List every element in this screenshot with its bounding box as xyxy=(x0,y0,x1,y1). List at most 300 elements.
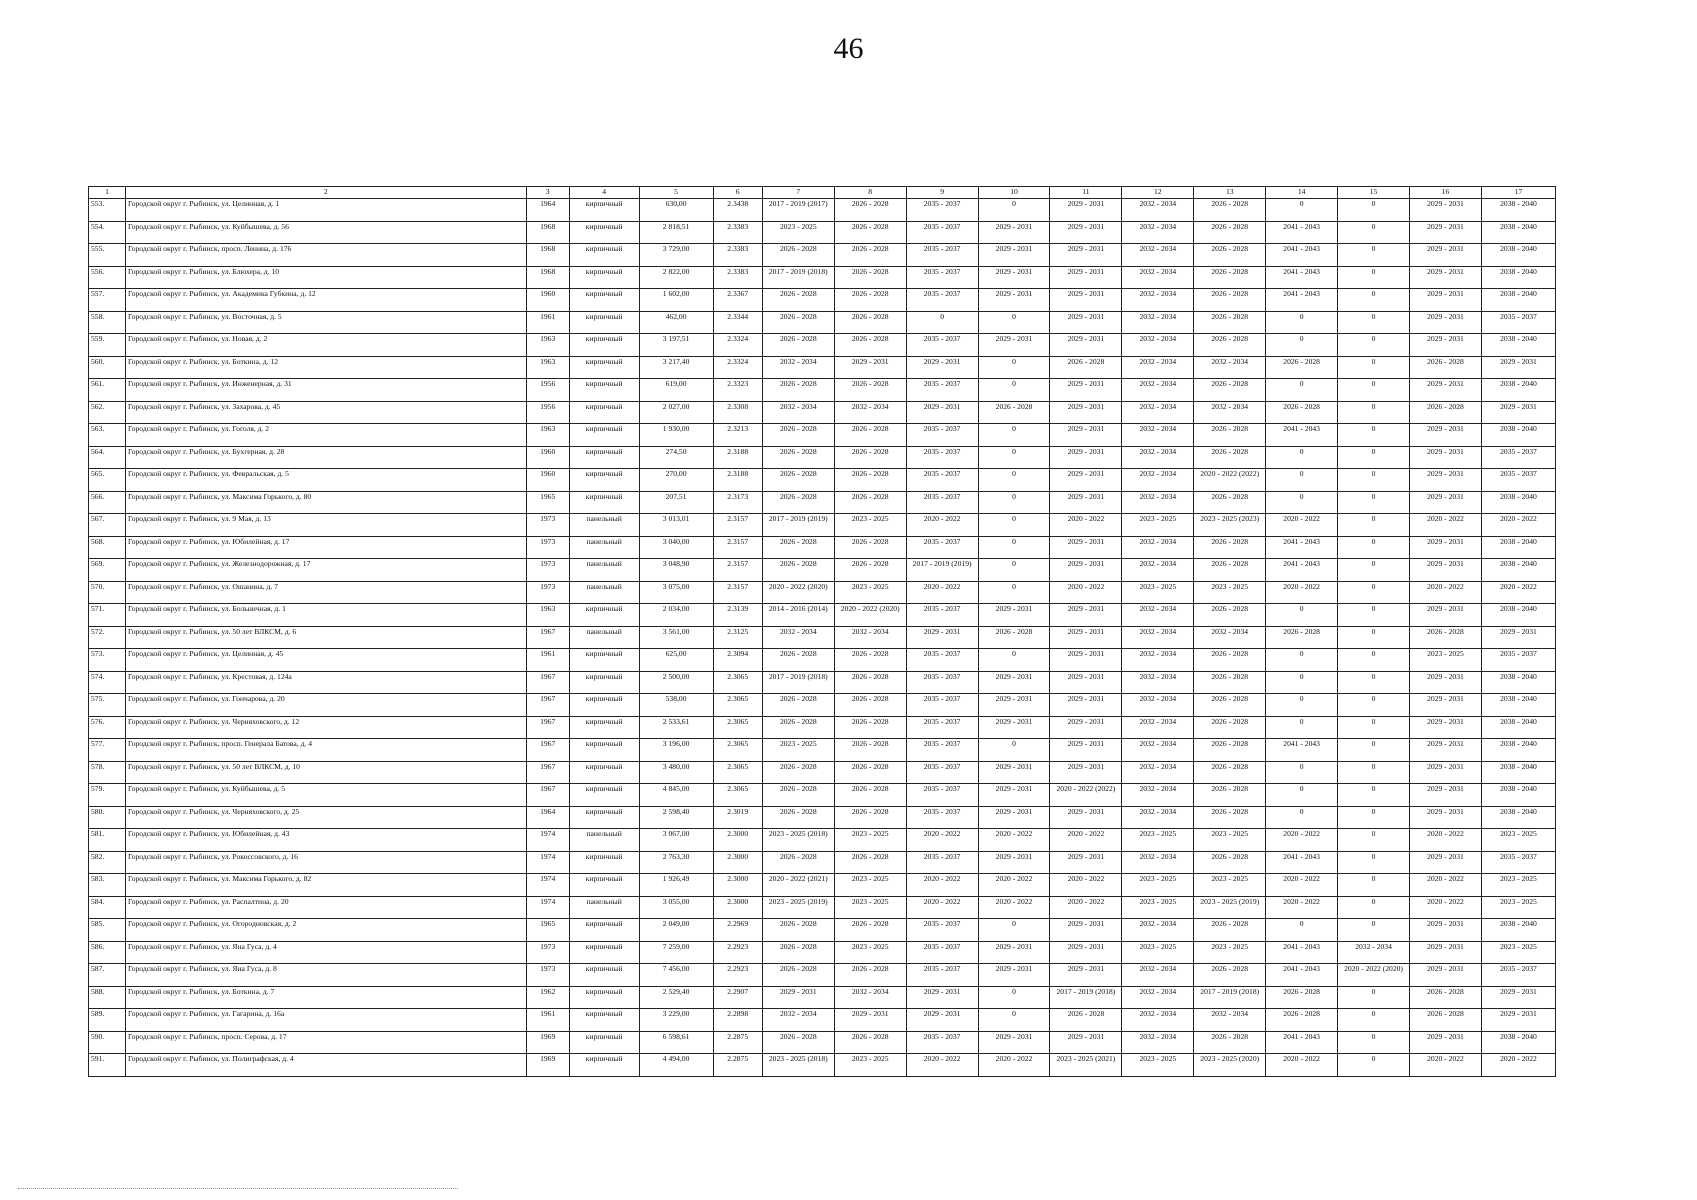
table-cell-col-7: 2017 - 2019 (2018) xyxy=(762,266,834,289)
table-cell-col-3: 1968 xyxy=(526,244,569,267)
table-cell-col-9: 2020 - 2022 xyxy=(906,829,978,852)
table-cell-col-4: кирпичный xyxy=(569,221,639,244)
table-cell-col-13: 2032 - 2034 xyxy=(1194,356,1266,379)
table-cell-col-15: 0 xyxy=(1338,829,1410,852)
table-row xyxy=(89,874,1556,897)
table-cell-col-2: Городской округ г. Рыбинск, ул. Железнодорожная, д. 17 xyxy=(125,559,526,582)
table-cell-col-9: 2035 - 2037 xyxy=(906,604,978,627)
table-cell-col-8: 2026 - 2028 xyxy=(834,491,906,514)
table-cell-col-2: Городской округ г. Рыбинск, ул. Боткина, д. 12 xyxy=(125,356,526,379)
table-cell-col-3: 1962 xyxy=(526,986,569,1009)
table-cell-col-16: 2029 - 2031 xyxy=(1410,941,1482,964)
table-cell-col-7: 2032 - 2034 xyxy=(762,401,834,424)
table-cell-col-10: 2020 - 2022 xyxy=(978,1054,1050,1077)
table-cell-col-14: 0 xyxy=(1266,379,1338,402)
table-cell-col-5: 7 259,00 xyxy=(639,941,713,964)
table-cell-col-6: 2.3324 xyxy=(713,356,762,379)
table-cell-col-15: 0 xyxy=(1338,401,1410,424)
table-cell-col-17: 2020 - 2022 xyxy=(1481,581,1555,604)
table-cell-col-16: 2029 - 2031 xyxy=(1410,784,1482,807)
table-cell-col-15: 0 xyxy=(1338,1009,1410,1032)
column-header-16: 16 xyxy=(1410,187,1482,199)
table-row xyxy=(89,671,1556,694)
table-cell-col-14: 2026 - 2028 xyxy=(1266,401,1338,424)
table-cell-col-13: 2032 - 2034 xyxy=(1194,626,1266,649)
table-cell-col-13: 2026 - 2028 xyxy=(1194,851,1266,874)
table-row xyxy=(89,469,1556,492)
table-cell-col-13: 2023 - 2025 (2023) xyxy=(1194,514,1266,537)
table-cell-col-12: 2023 - 2025 xyxy=(1122,829,1194,852)
table-cell-col-3: 1967 xyxy=(526,671,569,694)
table-cell-col-14: 2020 - 2022 xyxy=(1266,581,1338,604)
table-cell-col-1: 575. xyxy=(89,694,126,717)
table-cell-col-6: 2.3324 xyxy=(713,334,762,357)
table-row xyxy=(89,1031,1556,1054)
table-cell-col-7: 2026 - 2028 xyxy=(762,424,834,447)
table-cell-col-12: 2032 - 2034 xyxy=(1122,694,1194,717)
table-cell-col-13: 2023 - 2025 (2020) xyxy=(1194,1054,1266,1077)
table-cell-col-3: 1960 xyxy=(526,446,569,469)
table-cell-col-9: 2035 - 2037 xyxy=(906,739,978,762)
table-cell-col-10: 0 xyxy=(978,379,1050,402)
table-cell-col-11: 2029 - 2031 xyxy=(1050,266,1122,289)
table-cell-col-16: 2029 - 2031 xyxy=(1410,424,1482,447)
table-row xyxy=(89,604,1556,627)
table-cell-col-4: кирпичный xyxy=(569,1031,639,1054)
table-cell-col-13: 2017 - 2019 (2018) xyxy=(1194,986,1266,1009)
table-cell-col-10: 0 xyxy=(978,424,1050,447)
table-cell-col-12: 2032 - 2034 xyxy=(1122,559,1194,582)
table-cell-col-6: 2.3308 xyxy=(713,401,762,424)
table-cell-col-3: 1967 xyxy=(526,739,569,762)
table-row xyxy=(89,581,1556,604)
table-cell-col-14: 2041 - 2043 xyxy=(1266,424,1338,447)
table-cell-col-14: 2041 - 2043 xyxy=(1266,851,1338,874)
table-cell-col-3: 1961 xyxy=(526,1009,569,1032)
table-cell-col-14: 0 xyxy=(1266,761,1338,784)
table-cell-col-7: 2023 - 2025 (2018) xyxy=(762,1054,834,1077)
table-cell-col-13: 2026 - 2028 xyxy=(1194,784,1266,807)
table-cell-col-12: 2032 - 2034 xyxy=(1122,1009,1194,1032)
table-cell-col-7: 2026 - 2028 xyxy=(762,311,834,334)
table-cell-col-10: 2029 - 2031 xyxy=(978,784,1050,807)
table-cell-col-10: 0 xyxy=(978,311,1050,334)
table-cell-col-17: 2020 - 2022 xyxy=(1481,1054,1555,1077)
table-cell-col-13: 2026 - 2028 xyxy=(1194,761,1266,784)
table-cell-col-10: 0 xyxy=(978,559,1050,582)
table-cell-col-13: 2026 - 2028 xyxy=(1194,334,1266,357)
table-cell-col-14: 2020 - 2022 xyxy=(1266,1054,1338,1077)
table-cell-col-15: 0 xyxy=(1338,199,1410,222)
table-cell-col-16: 2029 - 2031 xyxy=(1410,221,1482,244)
table-cell-col-4: кирпичный xyxy=(569,199,639,222)
table-cell-col-6: 2.3000 xyxy=(713,829,762,852)
table-cell-col-13: 2026 - 2028 xyxy=(1194,244,1266,267)
table-cell-col-17: 2038 - 2040 xyxy=(1481,334,1555,357)
table-cell-col-7: 2026 - 2028 xyxy=(762,919,834,942)
table-cell-col-5: 207,51 xyxy=(639,491,713,514)
table-cell-col-4: панельный xyxy=(569,896,639,919)
table-cell-col-9: 2035 - 2037 xyxy=(906,716,978,739)
table-cell-col-4: кирпичный xyxy=(569,311,639,334)
table-cell-col-1: 585. xyxy=(89,919,126,942)
table-cell-col-15: 2020 - 2022 (2020) xyxy=(1338,964,1410,987)
table-cell-col-8: 2023 - 2025 xyxy=(834,581,906,604)
table-cell-col-4: кирпичный xyxy=(569,266,639,289)
table-cell-col-11: 2029 - 2031 xyxy=(1050,244,1122,267)
table-cell-col-15: 0 xyxy=(1338,469,1410,492)
table-cell-col-10: 0 xyxy=(978,491,1050,514)
table-cell-col-13: 2026 - 2028 xyxy=(1194,739,1266,762)
table-cell-col-8: 2026 - 2028 xyxy=(834,784,906,807)
table-cell-col-5: 1 602,00 xyxy=(639,289,713,312)
table-cell-col-8: 2026 - 2028 xyxy=(834,739,906,762)
table-cell-col-15: 0 xyxy=(1338,289,1410,312)
table-cell-col-17: 2038 - 2040 xyxy=(1481,739,1555,762)
table-cell-col-6: 2.3383 xyxy=(713,221,762,244)
table-cell-col-5: 3 048,90 xyxy=(639,559,713,582)
table-row xyxy=(89,536,1556,559)
table-cell-col-12: 2023 - 2025 xyxy=(1122,874,1194,897)
table-cell-col-11: 2029 - 2031 xyxy=(1050,199,1122,222)
table-cell-col-13: 2026 - 2028 xyxy=(1194,199,1266,222)
table-cell-col-1: 569. xyxy=(89,559,126,582)
table-cell-col-4: кирпичный xyxy=(569,1054,639,1077)
table-cell-col-8: 2026 - 2028 xyxy=(834,716,906,739)
table-cell-col-8: 2026 - 2028 xyxy=(834,694,906,717)
table-cell-col-6: 2.3000 xyxy=(713,896,762,919)
table-cell-col-13: 2032 - 2034 xyxy=(1194,1009,1266,1032)
table-cell-col-9: 2035 - 2037 xyxy=(906,424,978,447)
table-cell-col-9: 2035 - 2037 xyxy=(906,446,978,469)
table-cell-col-15: 0 xyxy=(1338,266,1410,289)
table-cell-col-8: 2026 - 2028 xyxy=(834,221,906,244)
table-cell-col-9: 2017 - 2019 (2019) xyxy=(906,559,978,582)
table-cell-col-5: 2 027,00 xyxy=(639,401,713,424)
table-cell-col-6: 2.3188 xyxy=(713,446,762,469)
table-cell-col-16: 2020 - 2022 xyxy=(1410,514,1482,537)
table-cell-col-5: 2 049,00 xyxy=(639,919,713,942)
table-cell-col-11: 2023 - 2025 (2021) xyxy=(1050,1054,1122,1077)
table-cell-col-11: 2020 - 2022 xyxy=(1050,874,1122,897)
table-cell-col-16: 2026 - 2028 xyxy=(1410,626,1482,649)
table-cell-col-3: 1973 xyxy=(526,514,569,537)
table-cell-col-6: 2.3344 xyxy=(713,311,762,334)
table-cell-col-9: 2029 - 2031 xyxy=(906,356,978,379)
table-cell-col-2: Городской округ г. Рыбинск, ул. Новая, д. 2 xyxy=(125,334,526,357)
table-cell-col-12: 2032 - 2034 xyxy=(1122,604,1194,627)
table-cell-col-3: 1961 xyxy=(526,649,569,672)
table-row xyxy=(89,964,1556,987)
column-header-1: 1 xyxy=(89,187,126,199)
table-cell-col-15: 0 xyxy=(1338,694,1410,717)
table-row xyxy=(89,941,1556,964)
table-cell-col-1: 586. xyxy=(89,941,126,964)
table-cell-col-8: 2023 - 2025 xyxy=(834,514,906,537)
table-cell-col-16: 2029 - 2031 xyxy=(1410,716,1482,739)
table-cell-col-15: 0 xyxy=(1338,559,1410,582)
table-cell-col-6: 2.3065 xyxy=(713,761,762,784)
table-cell-col-7: 2032 - 2034 xyxy=(762,1009,834,1032)
table-cell-col-15: 0 xyxy=(1338,514,1410,537)
table-cell-col-2: Городской округ г. Рыбинск, ул. Больничная, д. 1 xyxy=(125,604,526,627)
table-cell-col-8: 2026 - 2028 xyxy=(834,379,906,402)
table-cell-col-10: 2029 - 2031 xyxy=(978,806,1050,829)
table-cell-col-11: 2029 - 2031 xyxy=(1050,964,1122,987)
table-cell-col-10: 2029 - 2031 xyxy=(978,244,1050,267)
table-cell-col-14: 2026 - 2028 xyxy=(1266,1009,1338,1032)
table-cell-col-3: 1967 xyxy=(526,761,569,784)
table-cell-col-4: кирпичный xyxy=(569,491,639,514)
table-cell-col-9: 2035 - 2037 xyxy=(906,266,978,289)
table-cell-col-5: 4 494,00 xyxy=(639,1054,713,1077)
table-cell-col-16: 2029 - 2031 xyxy=(1410,266,1482,289)
table-row xyxy=(89,806,1556,829)
table-cell-col-2: Городской округ г. Рыбинск, просп. Генерала Батова, д. 4 xyxy=(125,739,526,762)
table-cell-col-7: 2023 - 2025 (2019) xyxy=(762,896,834,919)
table-cell-col-6: 2.3019 xyxy=(713,806,762,829)
table-cell-col-15: 0 xyxy=(1338,919,1410,942)
table-cell-col-2: Городской округ г. Рыбинск, ул. Бухгерная, д. 28 xyxy=(125,446,526,469)
table-cell-col-3: 1967 xyxy=(526,626,569,649)
table-row xyxy=(89,379,1556,402)
table-cell-col-11: 2029 - 2031 xyxy=(1050,694,1122,717)
table-cell-col-12: 2032 - 2034 xyxy=(1122,739,1194,762)
table-cell-col-5: 2 500,00 xyxy=(639,671,713,694)
table-cell-col-7: 2023 - 2025 xyxy=(762,221,834,244)
table-row xyxy=(89,784,1556,807)
table-cell-col-13: 2026 - 2028 xyxy=(1194,716,1266,739)
table-cell-col-14: 2020 - 2022 xyxy=(1266,896,1338,919)
table-cell-col-1: 571. xyxy=(89,604,126,627)
table-cell-col-17: 2038 - 2040 xyxy=(1481,199,1555,222)
table-cell-col-8: 2029 - 2031 xyxy=(834,356,906,379)
table-cell-col-13: 2023 - 2025 xyxy=(1194,829,1266,852)
table-cell-col-5: 274,50 xyxy=(639,446,713,469)
table-cell-col-12: 2032 - 2034 xyxy=(1122,379,1194,402)
table-cell-col-14: 0 xyxy=(1266,694,1338,717)
table-cell-col-15: 0 xyxy=(1338,311,1410,334)
table-cell-col-8: 2026 - 2028 xyxy=(834,289,906,312)
table-cell-col-17: 2035 - 2037 xyxy=(1481,649,1555,672)
table-cell-col-8: 2023 - 2025 xyxy=(834,1054,906,1077)
table-cell-col-15: 0 xyxy=(1338,626,1410,649)
table-cell-col-2: Городской округ г. Рыбинск, ул. Гончарова, д. 20 xyxy=(125,694,526,717)
table-cell-col-5: 3 217,40 xyxy=(639,356,713,379)
table-cell-col-15: 0 xyxy=(1338,806,1410,829)
table-cell-col-9: 2035 - 2037 xyxy=(906,941,978,964)
table-row xyxy=(89,266,1556,289)
table-cell-col-3: 1967 xyxy=(526,694,569,717)
table-cell-col-11: 2029 - 2031 xyxy=(1050,626,1122,649)
table-cell-col-7: 2029 - 2031 xyxy=(762,986,834,1009)
table-row xyxy=(89,221,1556,244)
table-cell-col-17: 2038 - 2040 xyxy=(1481,559,1555,582)
table-cell-col-1: 584. xyxy=(89,896,126,919)
table-cell-col-2: Городской округ г. Рыбинск, ул. Черняховского, д. 12 xyxy=(125,716,526,739)
table-cell-col-2: Городской округ г. Рыбинск, ул. 9 Мая, д. 13 xyxy=(125,514,526,537)
table-cell-col-11: 2029 - 2031 xyxy=(1050,491,1122,514)
table-cell-col-16: 2020 - 2022 xyxy=(1410,874,1482,897)
table-cell-col-13: 2026 - 2028 xyxy=(1194,536,1266,559)
table-cell-col-9: 2020 - 2022 xyxy=(906,1054,978,1077)
table-cell-col-13: 2026 - 2028 xyxy=(1194,289,1266,312)
table-cell-col-8: 2026 - 2028 xyxy=(834,446,906,469)
table-cell-col-17: 2038 - 2040 xyxy=(1481,221,1555,244)
table-cell-col-1: 589. xyxy=(89,1009,126,1032)
table-cell-col-13: 2032 - 2034 xyxy=(1194,401,1266,424)
table-cell-col-14: 0 xyxy=(1266,716,1338,739)
table-cell-col-5: 619,00 xyxy=(639,379,713,402)
table-cell-col-2: Городской округ г. Рыбинск, ул. Февральская, д. 5 xyxy=(125,469,526,492)
table-cell-col-16: 2029 - 2031 xyxy=(1410,1031,1482,1054)
table-cell-col-3: 1961 xyxy=(526,311,569,334)
table-cell-col-9: 2035 - 2037 xyxy=(906,806,978,829)
table-cell-col-10: 0 xyxy=(978,739,1050,762)
table-cell-col-8: 2026 - 2028 xyxy=(834,649,906,672)
table-cell-col-3: 1974 xyxy=(526,851,569,874)
table-cell-col-7: 2020 - 2022 (2021) xyxy=(762,874,834,897)
table-cell-col-16: 2026 - 2028 xyxy=(1410,986,1482,1009)
table-cell-col-6: 2.3438 xyxy=(713,199,762,222)
table-cell-col-8: 2026 - 2028 xyxy=(834,671,906,694)
table-cell-col-10: 0 xyxy=(978,514,1050,537)
table-cell-col-8: 2032 - 2034 xyxy=(834,986,906,1009)
table-cell-col-17: 2035 - 2037 xyxy=(1481,311,1555,334)
table-cell-col-5: 7 456,00 xyxy=(639,964,713,987)
table-cell-col-16: 2029 - 2031 xyxy=(1410,536,1482,559)
table-cell-col-4: кирпичный xyxy=(569,941,639,964)
table-cell-col-14: 0 xyxy=(1266,469,1338,492)
table-cell-col-15: 0 xyxy=(1338,334,1410,357)
table-cell-col-2: Городской округ г. Рыбинск, ул. Максима Горького, д. 82 xyxy=(125,874,526,897)
table-cell-col-4: панельный xyxy=(569,829,639,852)
table-cell-col-7: 2026 - 2028 xyxy=(762,716,834,739)
table-body xyxy=(89,199,1556,1077)
table-cell-col-9: 2020 - 2022 xyxy=(906,514,978,537)
table-cell-col-10: 0 xyxy=(978,919,1050,942)
table-cell-col-17: 2023 - 2025 xyxy=(1481,829,1555,852)
table-cell-col-17: 2035 - 2037 xyxy=(1481,446,1555,469)
table-cell-col-9: 2029 - 2031 xyxy=(906,401,978,424)
table-row xyxy=(89,829,1556,852)
table-cell-col-7: 2026 - 2028 xyxy=(762,469,834,492)
table-cell-col-11: 2029 - 2031 xyxy=(1050,919,1122,942)
table-cell-col-7: 2026 - 2028 xyxy=(762,491,834,514)
table-cell-col-15: 0 xyxy=(1338,581,1410,604)
table-cell-col-16: 2029 - 2031 xyxy=(1410,806,1482,829)
table-cell-col-7: 2026 - 2028 xyxy=(762,649,834,672)
table-cell-col-14: 2020 - 2022 xyxy=(1266,514,1338,537)
table-cell-col-6: 2.3000 xyxy=(713,851,762,874)
table-row xyxy=(89,401,1556,424)
table-cell-col-2: Городской округ г. Рыбинск, ул. Юбилейная, д. 43 xyxy=(125,829,526,852)
table-cell-col-2: Городской округ г. Рыбинск, ул. Огородновская, д. 2 xyxy=(125,919,526,942)
table-cell-col-6: 2.3065 xyxy=(713,716,762,739)
table-cell-col-11: 2029 - 2031 xyxy=(1050,469,1122,492)
table-cell-col-17: 2038 - 2040 xyxy=(1481,536,1555,559)
table-cell-col-2: Городской округ г. Рыбинск, ул. Блюхера, д. 10 xyxy=(125,266,526,289)
table-cell-col-3: 1973 xyxy=(526,941,569,964)
table-row xyxy=(89,424,1556,447)
table-cell-col-17: 2023 - 2025 xyxy=(1481,874,1555,897)
table-cell-col-11: 2020 - 2022 xyxy=(1050,896,1122,919)
table-row xyxy=(89,739,1556,762)
table-cell-col-3: 1974 xyxy=(526,896,569,919)
table-cell-col-8: 2026 - 2028 xyxy=(834,1031,906,1054)
table-cell-col-13: 2023 - 2025 xyxy=(1194,581,1266,604)
table-cell-col-10: 2029 - 2031 xyxy=(978,941,1050,964)
table-cell-col-5: 3 013,01 xyxy=(639,514,713,537)
table-cell-col-16: 2029 - 2031 xyxy=(1410,469,1482,492)
table-cell-col-2: Городской округ г. Рыбинск, ул. 50 лет ВЛКСМ, д. 10 xyxy=(125,761,526,784)
table-cell-col-9: 2035 - 2037 xyxy=(906,536,978,559)
table-cell-col-12: 2032 - 2034 xyxy=(1122,289,1194,312)
table-cell-col-12: 2032 - 2034 xyxy=(1122,469,1194,492)
table-cell-col-1: 572. xyxy=(89,626,126,649)
table-cell-col-14: 0 xyxy=(1266,604,1338,627)
table-cell-col-12: 2032 - 2034 xyxy=(1122,334,1194,357)
table-cell-col-1: 582. xyxy=(89,851,126,874)
table-cell-col-16: 2029 - 2031 xyxy=(1410,244,1482,267)
table-cell-col-10: 0 xyxy=(978,199,1050,222)
table-cell-col-16: 2029 - 2031 xyxy=(1410,604,1482,627)
table-cell-col-3: 1967 xyxy=(526,716,569,739)
table-cell-col-6: 2.3383 xyxy=(713,266,762,289)
table-cell-col-13: 2020 - 2022 (2022) xyxy=(1194,469,1266,492)
table-cell-col-14: 2041 - 2043 xyxy=(1266,536,1338,559)
table-cell-col-6: 2.3173 xyxy=(713,491,762,514)
table-cell-col-7: 2026 - 2028 xyxy=(762,334,834,357)
table-cell-col-15: 0 xyxy=(1338,671,1410,694)
table-cell-col-15: 0 xyxy=(1338,739,1410,762)
table-cell-col-14: 0 xyxy=(1266,491,1338,514)
column-header-11: 11 xyxy=(1050,187,1122,199)
table-cell-col-1: 587. xyxy=(89,964,126,987)
table-cell-col-8: 2020 - 2022 (2020) xyxy=(834,604,906,627)
column-header-2: 2 xyxy=(125,187,526,199)
table-cell-col-4: кирпичный xyxy=(569,919,639,942)
table-row xyxy=(89,986,1556,1009)
table-cell-col-17: 2038 - 2040 xyxy=(1481,671,1555,694)
table-cell-col-9: 2035 - 2037 xyxy=(906,289,978,312)
table-cell-col-17: 2038 - 2040 xyxy=(1481,784,1555,807)
table-cell-col-9: 2035 - 2037 xyxy=(906,671,978,694)
table-cell-col-14: 2020 - 2022 xyxy=(1266,874,1338,897)
table-cell-col-1: 556. xyxy=(89,266,126,289)
table-cell-col-12: 2032 - 2034 xyxy=(1122,671,1194,694)
table-cell-col-15: 0 xyxy=(1338,986,1410,1009)
table-cell-col-15: 0 xyxy=(1338,716,1410,739)
table-cell-col-1: 555. xyxy=(89,244,126,267)
table-cell-col-17: 2038 - 2040 xyxy=(1481,694,1555,717)
column-header-17: 17 xyxy=(1481,187,1555,199)
table-cell-col-16: 2029 - 2031 xyxy=(1410,559,1482,582)
table-cell-col-1: 580. xyxy=(89,806,126,829)
table-cell-col-8: 2026 - 2028 xyxy=(834,806,906,829)
table-cell-col-16: 2026 - 2028 xyxy=(1410,401,1482,424)
table-row xyxy=(89,649,1556,672)
header-row xyxy=(89,187,1556,199)
column-header-15: 15 xyxy=(1338,187,1410,199)
table-cell-col-4: кирпичный xyxy=(569,964,639,987)
table-cell-col-12: 2032 - 2034 xyxy=(1122,244,1194,267)
table-cell-col-2: Городской округ г. Рыбинск, ул. Распалтина, д. 20 xyxy=(125,896,526,919)
table-cell-col-5: 270,00 xyxy=(639,469,713,492)
table-cell-col-10: 2029 - 2031 xyxy=(978,289,1050,312)
table-cell-col-6: 2.2875 xyxy=(713,1054,762,1077)
column-header-6: 6 xyxy=(713,187,762,199)
